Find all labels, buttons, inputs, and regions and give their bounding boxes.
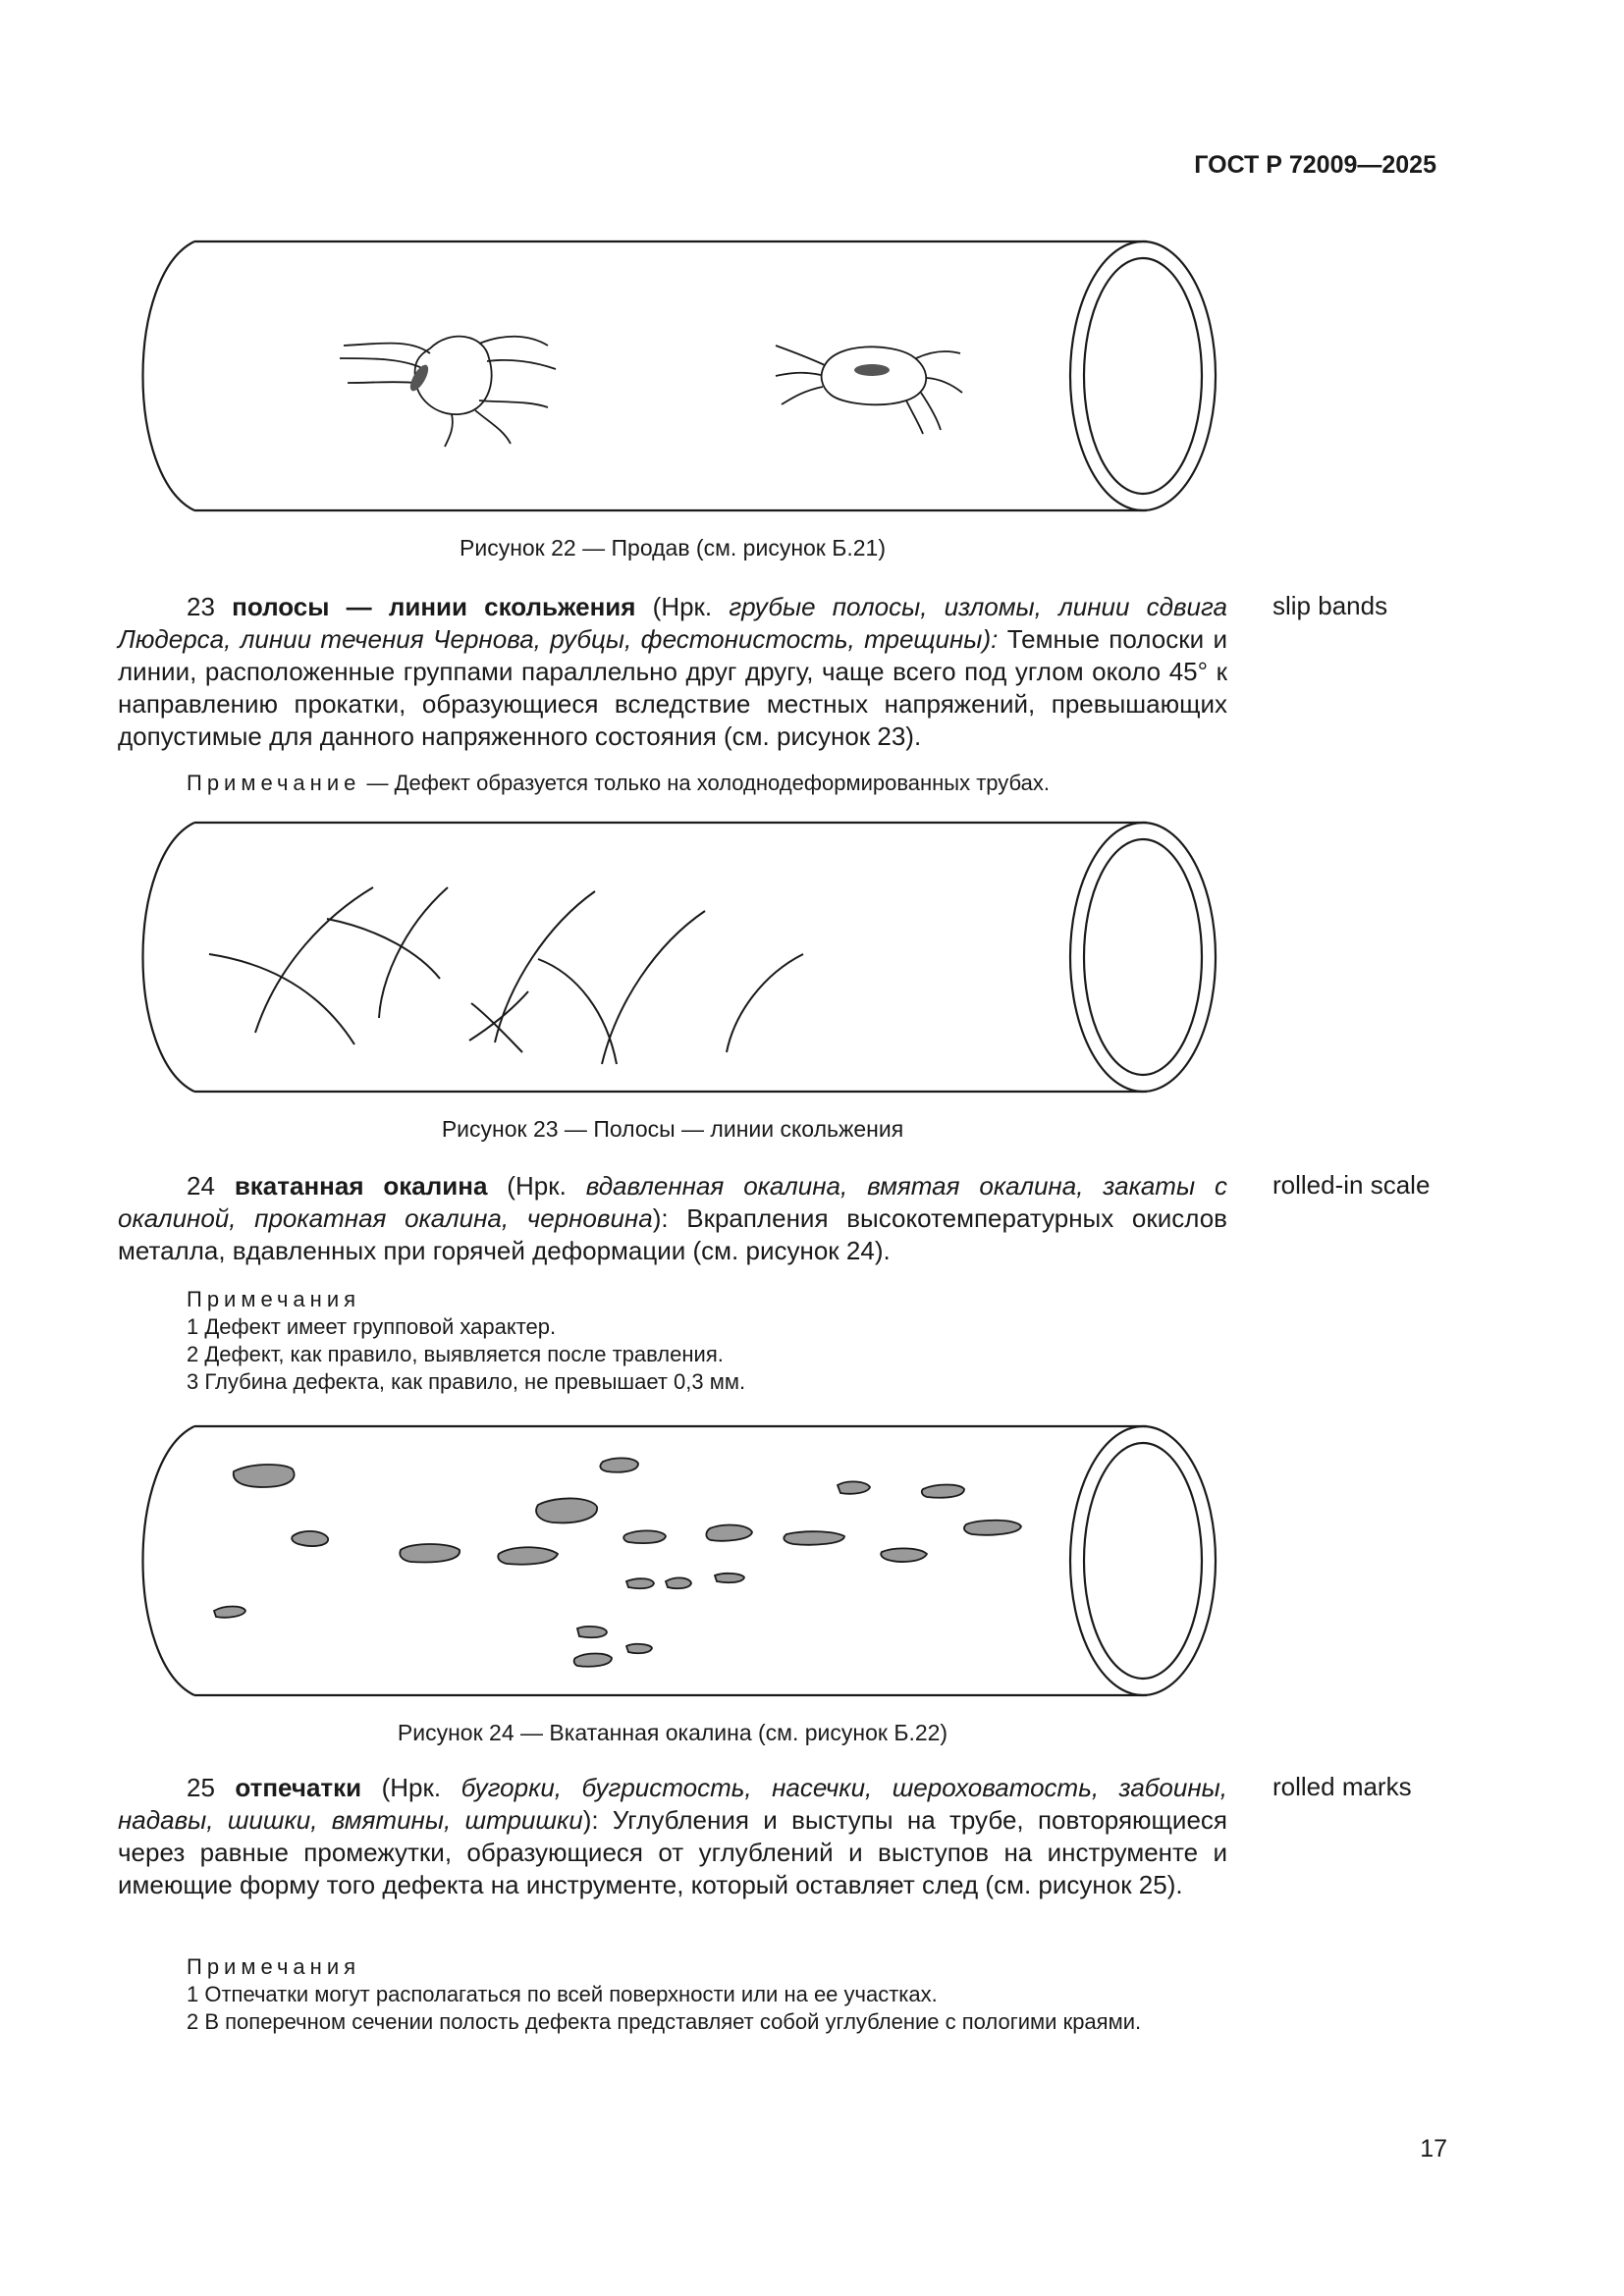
- figure-24-caption: Рисунок 24 — Вкатанная окалина (см. рисунок Б.22): [397, 1720, 948, 1745]
- scale-inclusions: [214, 1458, 1021, 1666]
- term-25-paragraph: [118, 1772, 1227, 1901]
- defect-spot-2: [776, 346, 962, 434]
- figure-22-caption: Рисунок 22 — Продав (см. рисунок Б.21): [460, 535, 886, 561]
- term-24-paragraph: [118, 1170, 1227, 1267]
- term-24-note-3: 3 Глубина дефекта, как правило, не превышает 0,3 мм.: [187, 1369, 746, 1394]
- term-23-title: полосы — линии скольжения: [232, 592, 636, 621]
- term-24-note-1: 1 Дефект имеет групповой характер.: [187, 1314, 557, 1339]
- term-24-number: 24: [187, 1171, 215, 1201]
- page-number: 17: [1420, 2135, 1447, 2163]
- term-25-title: отпечатки: [235, 1773, 362, 1802]
- term-24-notes-label: Примечания: [187, 1287, 361, 1311]
- figure-22-pipe-drawing: [116, 236, 1235, 520]
- defect-hole-2: [854, 364, 890, 376]
- term-23-note-text: — Дефект образуется только на холоднодеформированных трубах.: [366, 771, 1050, 795]
- term-25-notes-label: Примечания: [187, 1954, 361, 1979]
- term-25-note-1: 1 Отпечатки могут располагаться по всей поверхности или на ее участках.: [187, 1982, 938, 2006]
- term-24-nrk-prefix: (Нрк.: [507, 1171, 567, 1201]
- document-id: ГОСТ Р 72009—2025: [1194, 151, 1436, 179]
- term-23-definition: Темные полоски и линии, расположенные группами параллельно друг другу, чаще всего под углом около 45° к направлению прокатки, образующиеся вследствие местных напряжений, превышающих допустимые для данного напряженного состояния (см. рисунок 23).: [118, 624, 1227, 751]
- term-25-english: rolled marks: [1272, 1772, 1412, 1801]
- slip-lines: [209, 887, 803, 1064]
- term-23-number: 23: [187, 592, 215, 621]
- term-23-nrk-prefix: (Нрк.: [652, 592, 713, 621]
- defect-spot-1: [340, 337, 556, 447]
- term-23-note-label: Примечание: [187, 771, 361, 795]
- figure-23-pipe-drawing: [116, 817, 1235, 1101]
- term-24-title: вкатанная окалина: [234, 1171, 488, 1201]
- figure-23-caption: Рисунок 23 — Полосы — линии скольжения: [441, 1116, 904, 1142]
- term-24-english: rolled-in scale: [1272, 1170, 1431, 1200]
- term-24-notes: [187, 1286, 1227, 1396]
- term-23-paragraph: [118, 591, 1227, 753]
- term-25-nrk-prefix: (Нрк.: [381, 1773, 442, 1802]
- term-23-note: [187, 770, 1227, 797]
- term-25-nrk-list: бугорки, бугристость, насечки, шероховатость, забоины, надавы, шишки, вмятины, штришки: [118, 1773, 1228, 1835]
- term-24-note-2: 2 Дефект, как правило, выявляется после травления.: [187, 1342, 724, 1366]
- term-24-nrk-list: вдавленная окалина, вмятая окалина, закаты с окалиной, прокатная окалина, черновина: [118, 1171, 1227, 1233]
- figure-24-pipe-drawing: [116, 1420, 1235, 1705]
- term-25-definition: ): Углубления и выступы на трубе, повторяющиеся через равные промежутки, образующиеся от углублений и выступов на инструменте и имеющие форму того дефекта на инструменте, который оставляет след (см. рисунок 25).: [118, 1805, 1227, 1899]
- term-25-number: 25: [187, 1773, 215, 1802]
- term-23-nrk-list: грубые полосы, изломы, линии сдвига Людерса, линии течения Чернова, рубцы, фестонистость, трещины):: [118, 592, 1228, 654]
- term-24-definition: ): Вкрапления высокотемпературных окислов металла, вдавленных при горячей деформации (см. рисунок 24).: [118, 1203, 1227, 1265]
- term-25-note-2: 2 В поперечном сечении полость дефекта представляет собой углубление с пологими краями.: [187, 2009, 1142, 2034]
- term-25-notes: [187, 1953, 1227, 2036]
- term-23-english: slip bands: [1272, 591, 1388, 620]
